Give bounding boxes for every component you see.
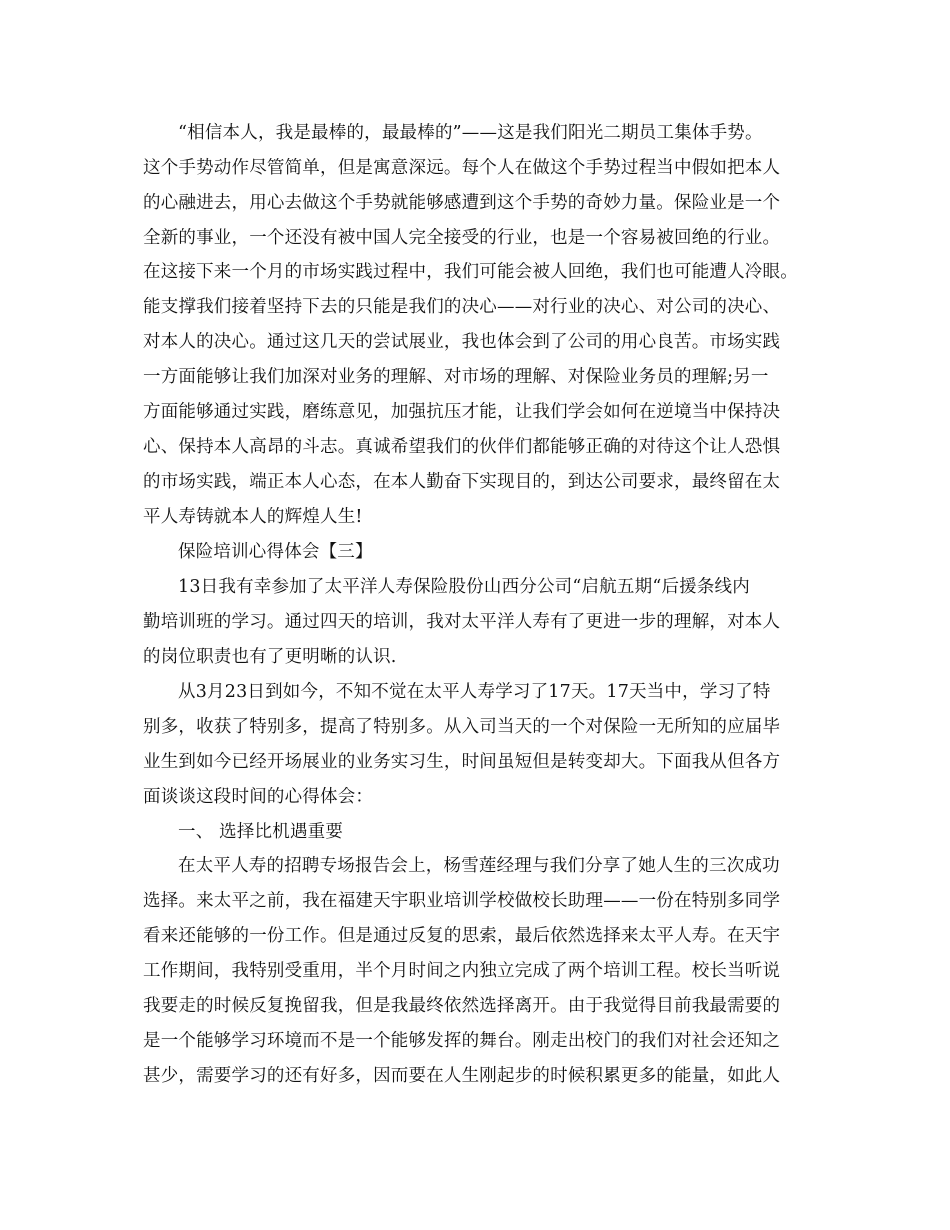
text-line: 心、保持本人高昂的斗志。真诚希望我们的伙伴们都能够正确的对待这个让人恐惧 (143, 437, 781, 457)
text-line: 13日我有幸参加了太平洋人寿保险股份山西分公司“启航五期“后援条线内 (178, 577, 750, 597)
text-line: 勤培训班的学习。通过四天的培训，我对太平洋人寿有了更进一步的理解，对本人 (143, 612, 781, 632)
text-line: 这个手势动作尽管简单，但是寓意深远。每个人在做这个手势过程当中假如把本人 (143, 158, 781, 178)
text-line: 选择。来太平之前，我在福建天宇职业培训学校做校长助理——一份在特别多同学 (143, 891, 781, 911)
text-line: 能支撑我们接着坚持下去的只能是我们的决心——对行业的决心、对公司的决心、 (143, 297, 781, 317)
text-line: 看来还能够的一份工作。但是通过反复的思索，最后依然选择来太平人寿。在天宇 (143, 926, 781, 946)
subsection-heading: 一、 选择比机遇重要 (178, 822, 344, 842)
section-heading: 保险培训心得体会【三】 (178, 542, 373, 562)
text-line: 平人寿铸就本人的辉煌人生! (143, 507, 363, 527)
text-line: 全新的事业，一个还没有被中国人完全接受的行业，也是一个容易被回绝的行业。 (143, 228, 781, 248)
text-line: 在这接下来一个月的市场实践过程中，我们可能会被人回绝，我们也可能遭人冷眼。 (143, 262, 798, 282)
text-line: “相信本人，我是最棒的，最最棒的”——这是我们阳光二期员工集体手势。 (178, 123, 763, 143)
text-line: 对本人的决心。通过这几天的尝试展业，我也体会到了公司的用心良苦。市场实践 (143, 332, 781, 352)
text-line: 从3月23日到如今，不知不觉在太平人寿学习了17天。17天当中，学习了特 (178, 682, 771, 702)
text-line: 工作期间，我特别受重用，半个月时间之内独立完成了两个培训工程。校长当听说 (143, 961, 781, 981)
text-line: 方面能够通过实践，磨练意见，加强抗压才能，让我们学会如何在逆境当中保持决 (143, 402, 781, 422)
text-line: 业生到如今已经开场展业的业务实习生，时间虽短但是转变却大。下面我从但各方 (143, 752, 781, 772)
text-line: 别多，收获了特别多，提高了特别多。从入司当天的一个对保险一无所知的应届毕 (143, 717, 781, 737)
text-line: 的心融进去，用心去做这个手势就能够感遭到这个手势的奇妙力量。保险业是一个 (143, 193, 781, 213)
text-line: 的市场实践，端正本人心态，在本人勤奋下实现目的，到达公司要求，最终留在太 (143, 472, 781, 492)
text-line: 的岗位职责也有了更明晰的认识. (143, 647, 397, 667)
text-line: 是一个能够学习环境而不是一个能够发挥的舞台。刚走出校门的我们对社会还知之 (143, 1031, 781, 1051)
text-line: 我要走的时候反复挽留我，但是我最终依然选择离开。由于我觉得目前我最需要的 (143, 996, 781, 1016)
text-line: 甚少，需要学习的还有好多，因而要在人生刚起步的时候积累更多的能量，如此人 (143, 1066, 781, 1086)
text-line: 面谈谈这段时间的心得体会： (143, 787, 374, 807)
text-line: 在太平人寿的招聘专场报告会上，杨雪莲经理与我们分享了她人生的三次成功 (178, 856, 780, 876)
text-line: 一方面能够让我们加深对业务的理解、对市场的理解、对保险业务员的理解;另一 (143, 367, 769, 387)
